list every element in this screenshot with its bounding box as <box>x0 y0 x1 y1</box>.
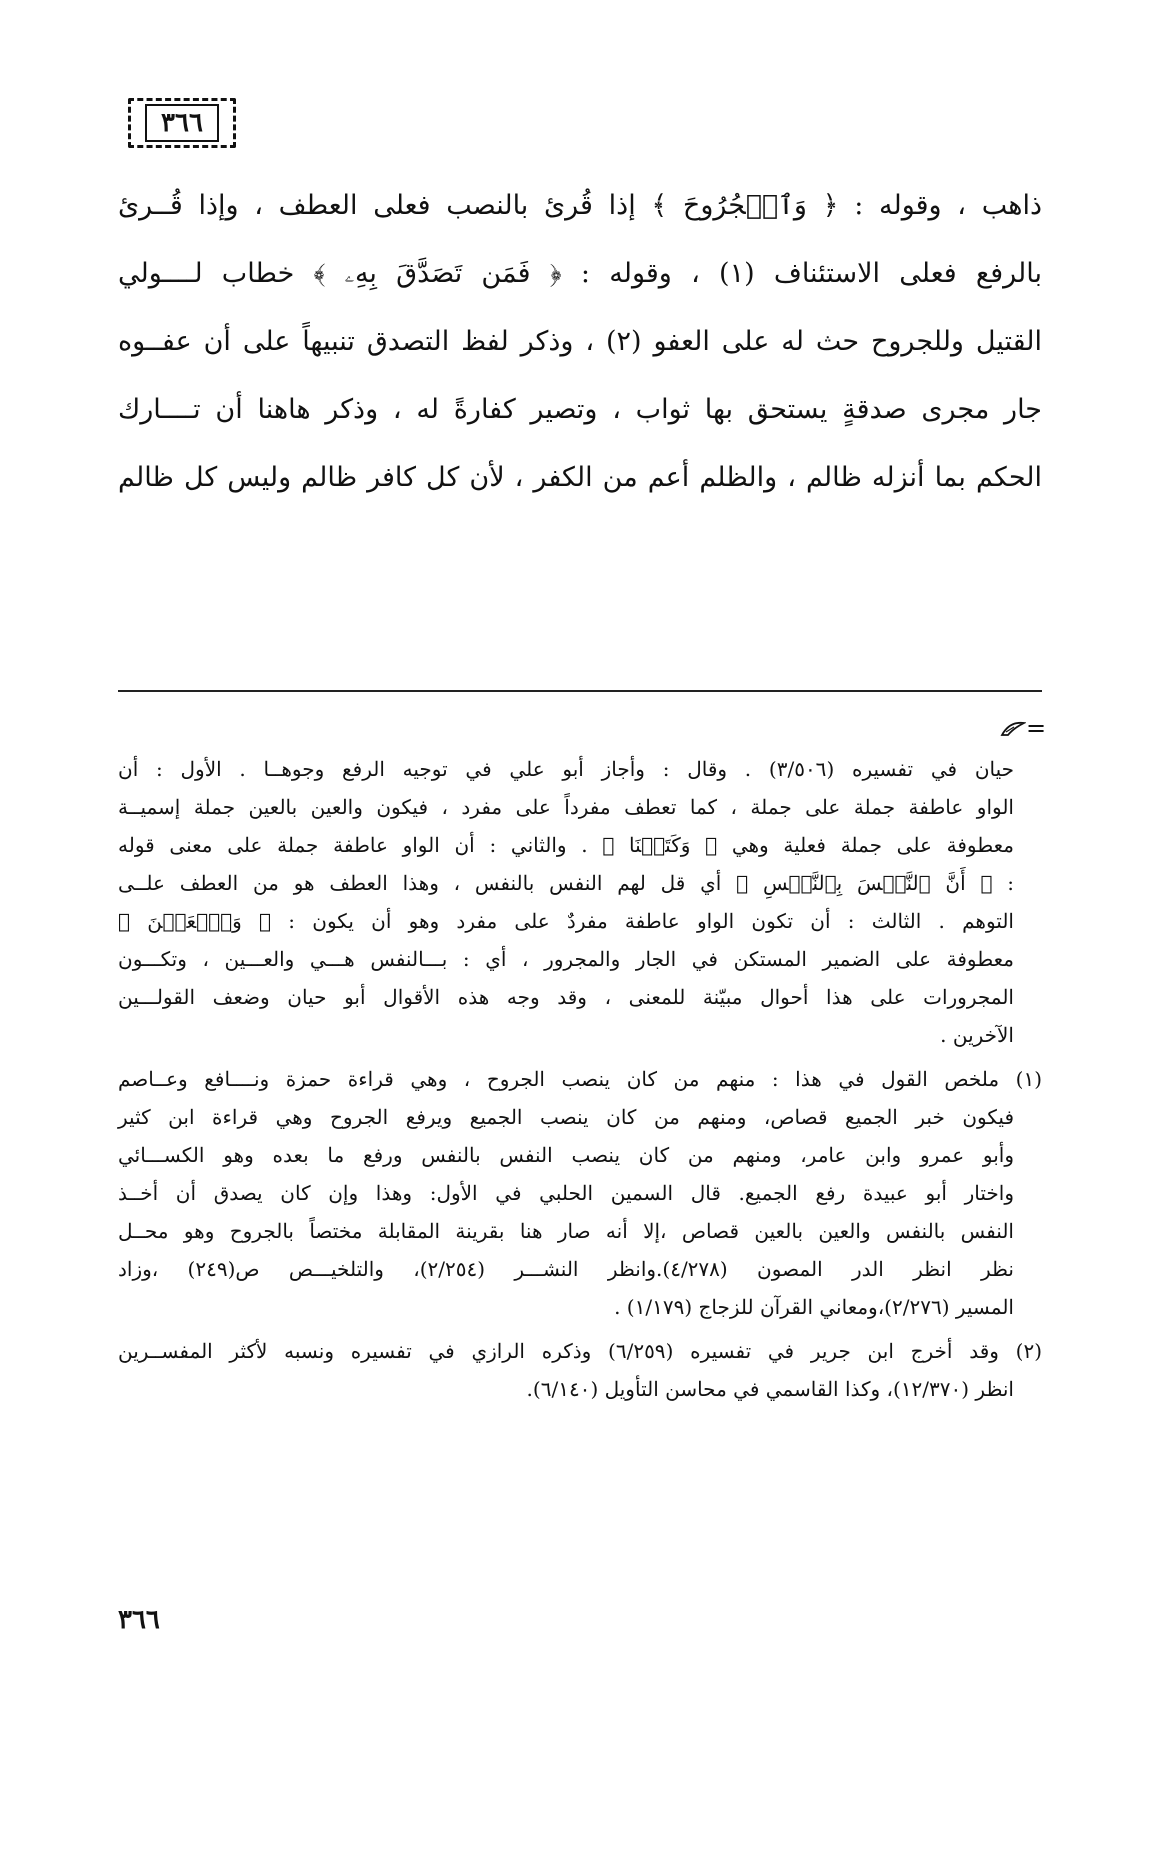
footnote-line: المسير (٢/٢٧٦)،ومعاني القرآن للزجاج (١/١٧٩) . <box>614 1295 1014 1319</box>
main-text-line: جار مجرى صدقةٍ يستحق بها ثواب ، وتصير كفارةً له ، وذكر هاهنا أن تــــارك <box>118 394 1042 425</box>
footnote-line: النفس بالنفس والعين بالعين قصاص ،إلا أنه صار هنا بقرينة المقابلة مختصاً بالجروح وهو محــل <box>118 1219 1014 1243</box>
footnote-line: الآخرين . <box>940 1023 1014 1047</box>
main-text-line: بالرفع فعلى الاستئناف (١) ، وقوله : ﴿ فَمَن تَصَدَّقَ بِهِۦ ﴾ خطاب لــــولي <box>118 258 1042 289</box>
footnotes-section <box>118 750 1042 1408</box>
continuation-sign: = <box>1026 714 1047 742</box>
main-text-line: القتيل وللجروح حث له على العفو (٢) ، وذكر لفظ التصدق تنبيهاً على أن عفــوه <box>118 326 1042 357</box>
continuation-mark <box>1000 714 1046 742</box>
page-number-top: ٣٦٦ <box>145 104 219 142</box>
footnote-line: التوهم . الثالث : أن تكون الواو عاطفة مفردٌ على مفرد وهو أن يكون : ﴿ وَٱلۡعَيۡنَ ﴾ <box>118 909 1014 933</box>
footnote-continued <box>118 750 1042 1054</box>
page-number-bottom: ٣٦٦ <box>118 1605 160 1635</box>
footnote-line: انظر (١٢/٣٧٠)، وكذا القاسمي في محاسن التأويل (٦/١٤٠). <box>526 1377 1014 1401</box>
footnote-line: وأبو عمرو وابن عامر، ومنهم من كان ينصب النفس بالنفس ورفع ما بعده وهو الكســـائي <box>118 1143 1014 1167</box>
footnote-line: حيان في تفسيره (٣/٥٠٦) . وقال : وأجاز أبو علي في توجيه الرفع وجوهــا . الأول : أن <box>118 757 1014 781</box>
footnote-line: معطوفة على جملة فعلية وهي ﴿ وَكَتَبۡنَا ﴾ . والثاني : أن الواو عاطفة جملة على معنى قوله <box>118 833 1014 857</box>
footnote-line: المجرورات على هذا أحوال مبيّنة للمعنى ، وقد وجه هذه الأقوال أبو حيان وضعف القولـــين <box>118 985 1014 1009</box>
main-text-body <box>118 172 1042 512</box>
footnote-separator <box>118 690 1042 692</box>
footnote-line: (١) ملخص القول في هذا : منهم من كان ينصب الجروح ، وهي قراءة حمزة ونــــافع وعــاصم <box>118 1067 1042 1091</box>
footnote-line: نظر انظر الدر المصون (٤/٢٧٨).وانظر النشـــر (٢/٢٥٤)، والتلخيـــص ص(٢٤٩) ،وزاد <box>118 1257 1014 1281</box>
page-number-badge <box>128 98 236 148</box>
footnote-2 <box>118 1332 1042 1408</box>
footnote-line: (٢) وقد أخرج ابن جرير في تفسيره (٦/٢٥٩) وذكره الرازي في تفسيره ونسبه لأكثر المفســرين <box>118 1339 1042 1363</box>
main-text-line: الحكم بما أنزله ظالم ، والظلم أعم من الكفر ، لأن كل كافر ظالم وليس كل ظالم <box>118 462 1042 493</box>
main-text-line: ذاهب ، وقوله : ﴿ وَٱلۡجُرُوحَ ﴾ إذا قُرئ بالنصب فعلى العطف ، وإذا قُــرئ <box>118 190 1042 221</box>
footnote-line: الواو عاطفة جملة على جملة ، كما تعطف مفرداً على مفرد ، فيكون والعين بالعين جملة إسميــة <box>118 795 1014 819</box>
footnote-1 <box>118 1060 1042 1326</box>
footnote-line: فيكون خبر الجميع قصاص، ومنهم من كان ينصب الجميع ويرفع الجروح وهي قراءة ابن كثير <box>118 1105 1015 1129</box>
quill-icon <box>1000 720 1026 738</box>
footnote-line: : ﴿ أَنَّ ٱلنَّفۡسَ بِٱلنَّفۡسِ ﴾ أي قل لهم النفس بالنفس ، وهذا العطف هو من العطف علــى <box>118 871 1014 895</box>
footnote-line: واختار أبو عبيدة رفع الجميع. قال السمين الحلبي في الأول: وهذا وإن كان يصدق أن أخــذ <box>118 1181 1014 1205</box>
footnote-line: معطوفة على الضمير المستكن في الجار والمجرور ، أي : بـــالنفس هـــي والعـــين ، وتكـــون <box>118 947 1014 971</box>
